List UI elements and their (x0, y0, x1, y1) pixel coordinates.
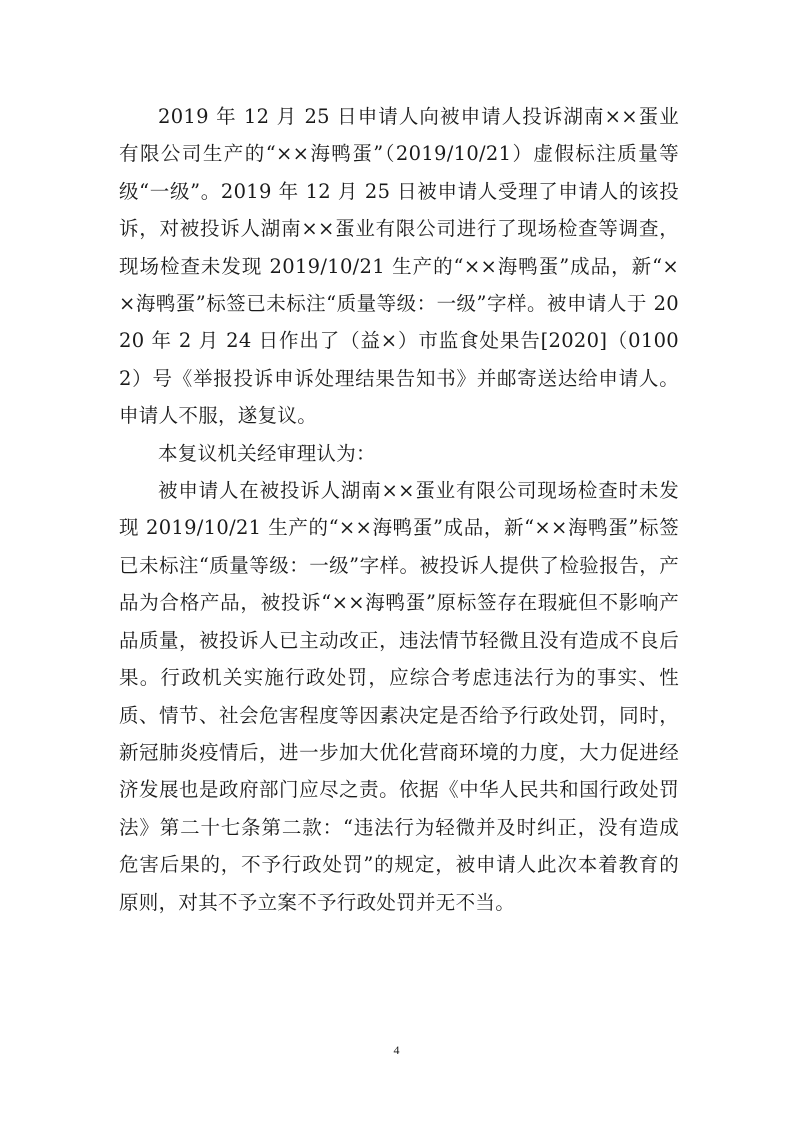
page-number: 4 (393, 1043, 400, 1057)
body-text (119, 98, 679, 921)
paragraph-review-opinion: 被申请人在被投诉人湖南××蛋业有限公司现场检查时未发现 2019/10/21 生产的“××海鸭蛋”成品，新“××海鸭蛋”标签已未标注“质量等级：一级”字样。被投诉人提供了检验报告，产品为合格产品，被投诉“××海鸭蛋”原标签存在瑕疵但不影响产品质量，被投诉人已主动改正，违法情节轻微且没有造成不良后果。行政机关实施行政处罚，应综合考虑违法行为的事实、性质、情节、社会危害程度等因素决定是否给予行政处罚，同时，新冠肺炎疫情后，进一步加大优化营商环境的力度，大力促进经济发展也是政府部门应尽之责。依据《中华人民共和国行政处罚法》第二十七条第二款：“违法行为轻微并及时纠正，没有造成危害后果的，不予行政处罚”的规定，被申请人此次本着教育的原则，对其不予立案不予行政处罚并无不当。 (119, 479, 679, 914)
paragraph-review-intro: 本复议机关经审理认为： (158, 441, 376, 465)
paragraph-complaint-background: 2019 年 12 月 25 日申请人向被申请人投诉湖南××蛋业有限公司生产的“××海鸭蛋”（2019/10/21）虚假标注质量等级“一级”。2019 年 12 月 25 日被申请人受理了申请人的该投诉，对被投诉人湖南××蛋业有限公司进行了现场检查等调查，现场检查未发现 2019/10/21 生产的“××海鸭蛋”成品，新“××海鸭蛋”标签已未标注“质量等级：一级”字样。被申请人于 2020 年 2 月 24 日作出了（益×）市监食处果告[2020]（01002）号《举报投诉申诉处理结果告知书》并邮寄送达给申请人。申请人不服，遂复议。 (119, 105, 679, 428)
